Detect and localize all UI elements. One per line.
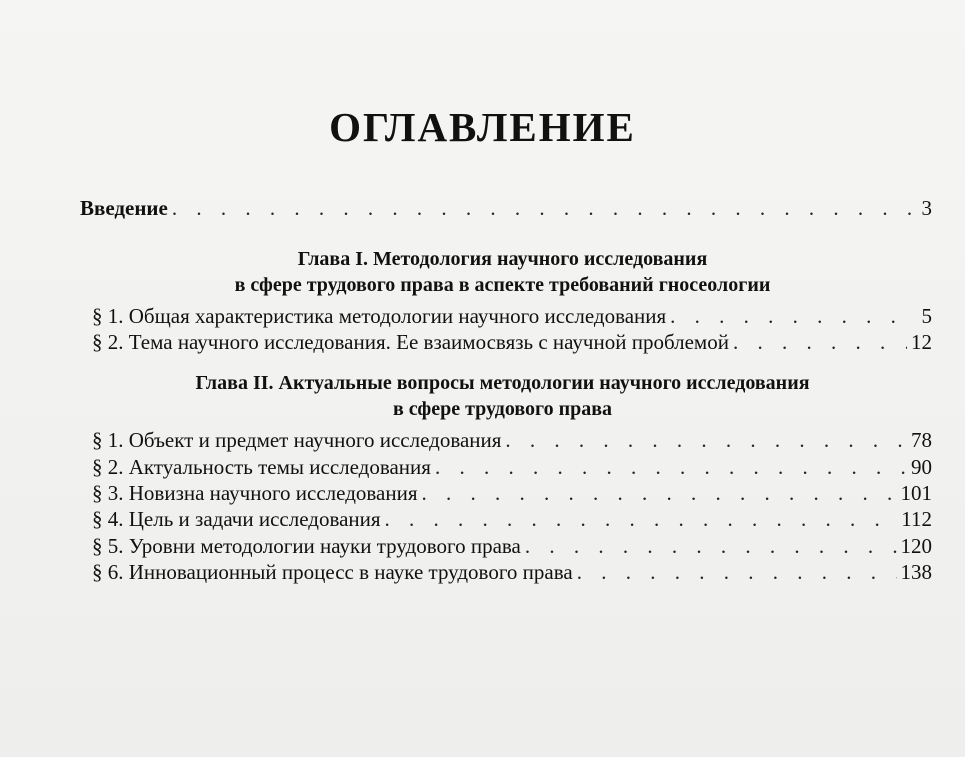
toc-page-number: 78 <box>911 428 932 452</box>
toc-entry-intro <box>80 196 932 224</box>
toc-page-number: 112 <box>901 507 932 531</box>
toc-entry-label: Введение <box>80 196 168 220</box>
toc-entry-label: § 4. Цель и задачи исследования <box>92 507 381 531</box>
toc-entry <box>92 455 932 483</box>
toc-page-number: 90 <box>911 455 932 479</box>
toc-entry <box>92 481 932 509</box>
toc-page-number: 138 <box>900 560 932 584</box>
chapter-heading-1 <box>60 246 945 298</box>
toc-entry-label: § 5. Уровни методологии науки трудового права <box>92 534 521 558</box>
toc-leader-dots <box>525 534 897 559</box>
toc-page-number: 12 <box>911 330 932 354</box>
toc-entry-label: § 1. Объект и предмет научного исследования <box>92 428 502 452</box>
toc-page-number: 120 <box>900 534 932 558</box>
toc-entry-label: § 1. Общая характеристика методологии научного исследования <box>92 304 667 328</box>
toc-leader-dots <box>385 507 898 532</box>
toc-entry-label: § 3. Новизна научного исследования <box>92 481 418 505</box>
toc-entry <box>92 534 932 562</box>
chapter-title-line: Глава I. Методология научного исследования <box>297 248 708 270</box>
toc-leader-dots <box>505 428 907 453</box>
chapter-heading-2 <box>60 370 945 422</box>
chapter-title-line: Глава II. Актуальные вопросы методологии научного исследования <box>195 372 810 394</box>
toc-page-number: 5 <box>921 304 932 328</box>
toc-leader-dots <box>172 196 914 221</box>
toc-entry-label: § 2. Актуальность темы исследования <box>92 455 431 479</box>
toc-page-number: 101 <box>900 481 932 505</box>
toc-leader-dots <box>435 455 907 480</box>
toc-entry <box>92 330 932 358</box>
page-title: ОГЛАВЛЕНИЕ <box>329 104 636 150</box>
toc-page-number: 3 <box>921 196 932 220</box>
toc-leader-dots <box>577 560 897 585</box>
toc-entry <box>92 304 932 332</box>
toc-leader-dots <box>422 481 897 506</box>
chapter-title-line: в сфере трудового права в аспекте требований гносеологии <box>234 274 771 296</box>
toc-entry <box>92 428 932 456</box>
toc-leader-dots <box>670 304 914 329</box>
chapter-title-line: в сфере трудового права <box>392 398 613 420</box>
toc-entry <box>92 507 932 535</box>
toc-entry-label: § 2. Тема научного исследования. Ее взаимосвязь с научной проблемой <box>92 330 729 354</box>
toc-entry <box>92 560 932 588</box>
toc-leader-dots <box>733 330 907 355</box>
toc-entry-label: § 6. Инновационный процесс в науке трудового права <box>92 560 573 584</box>
